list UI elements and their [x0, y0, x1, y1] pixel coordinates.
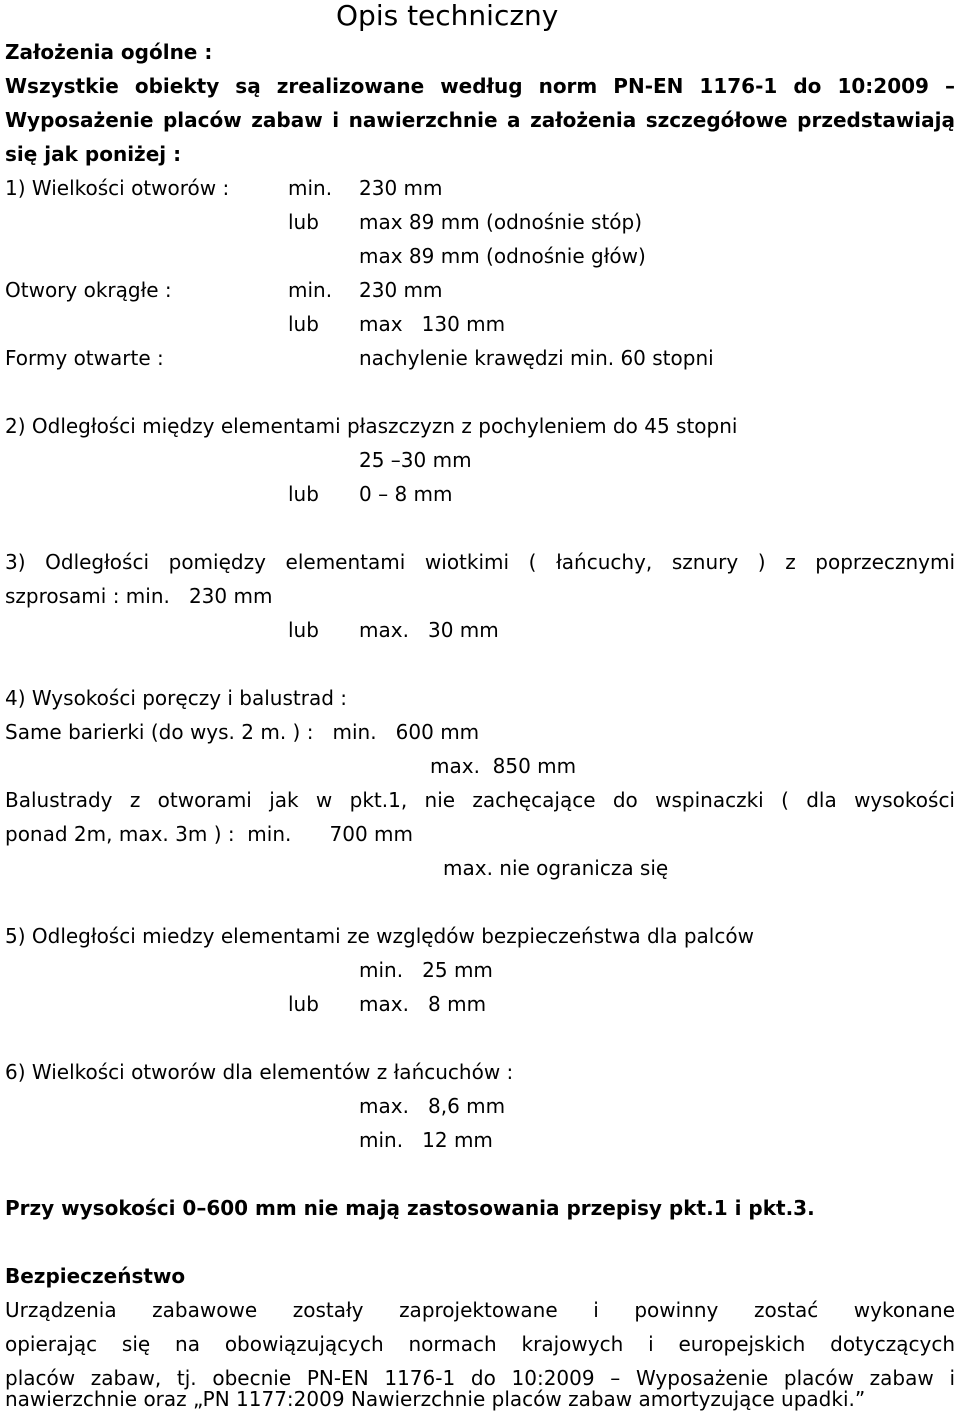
section-4-heading: 4) Wysokości poręczy i balustrad : — [5, 686, 348, 710]
safety-line-3: placów zabaw, tj. obecnie PN-EN 1176-1 do 10:2009 – Wyposażenie placów zabaw i — [5, 1366, 955, 1390]
section-5-lub: lub — [288, 992, 319, 1016]
section-5-text: 5) Odległości miedzy elementami ze względów bezpieczeństwa dla palców — [5, 924, 754, 948]
section-6-min: min. 12 mm — [359, 1128, 493, 1152]
section-1-min-value: 230 mm — [359, 176, 443, 200]
section-5-min: min. 25 mm — [359, 958, 493, 982]
section-1-min-label: min. — [288, 176, 333, 200]
section-4-balustrades-2: ponad 2m, max. 3m ) : min. 700 mm — [5, 822, 414, 846]
open-forms-label: Formy otwarte : — [5, 346, 164, 370]
round-openings-min-value: 230 mm — [359, 278, 443, 302]
section-1-max-head: max 89 mm (odnośnie głów) — [359, 244, 646, 268]
round-openings-min-label: min. — [288, 278, 333, 302]
section-4-barriers: Same barierki (do wys. 2 m. ) : min. 600 mm — [5, 720, 480, 744]
intro-line-3: się jak poniżej : — [5, 142, 182, 166]
intro-heading: Założenia ogólne : — [5, 40, 213, 64]
round-openings-max: max 130 mm — [359, 312, 506, 336]
round-openings-label: Otwory okrągłe : — [5, 278, 172, 302]
section-5-max: max. 8 mm — [359, 992, 487, 1016]
intro-line-2: Wyposażenie placów zabaw i nawierzchnie a założenia szczegółowe przedstawiają — [5, 108, 955, 132]
section-3-line-1: 3) Odległości pomiędzy elementami wiotkimi ( łańcuchy, sznury ) z poprzecznymi — [5, 550, 955, 574]
round-openings-lub: lub — [288, 312, 319, 336]
section-1-label: 1) Wielkości otworów : — [5, 176, 230, 200]
safety-line-1: Urządzenia zabawowe zostały zaprojektowane i powinny zostać wykonane — [5, 1298, 955, 1322]
section-2-text: 2) Odległości między elementami płaszczyzn z pochyleniem do 45 stopni — [5, 414, 738, 438]
section-4-balustrades-max: max. nie ogranicza się — [443, 856, 669, 880]
section-2-value-2: 0 – 8 mm — [359, 482, 453, 506]
section-1-lub: lub — [288, 210, 319, 234]
intro-line-1: Wszystkie obiekty są zrealizowane według norm PN-EN 1176-1 do 10:2009 – — [5, 74, 955, 98]
section-4-barriers-max: max. 850 mm — [430, 754, 577, 778]
section-3-lub: lub — [288, 618, 319, 642]
open-forms-value: nachylenie krawędzi min. 60 stopni — [359, 346, 714, 370]
safety-line-4: nawierzchnie oraz „PN 1177:2009 Nawierzchnie placów zabaw amortyzujące upadki.” — [5, 1387, 866, 1411]
section-3-max: max. 30 mm — [359, 618, 499, 642]
section-4-balustrades-1: Balustrady z otworami jak w pkt.1, nie zachęcające do wspinaczki ( dla wysokości — [5, 788, 955, 812]
page-title: Opis techniczny — [336, 0, 559, 32]
height-note: Przy wysokości 0–600 mm nie mają zastosowania przepisy pkt.1 i pkt.3. — [5, 1196, 815, 1220]
section-2-value-1: 25 –30 mm — [359, 448, 472, 472]
safety-line-2: opierając się na obowiązujących normach krajowych i europejskich dotyczących — [5, 1332, 955, 1356]
section-6-max: max. 8,6 mm — [359, 1094, 506, 1118]
section-3-line-2: szprosami : min. 230 mm — [5, 584, 273, 608]
section-6-text: 6) Wielkości otworów dla elementów z łańcuchów : — [5, 1060, 514, 1084]
section-1-max-feet: max 89 mm (odnośnie stóp) — [359, 210, 643, 234]
safety-heading: Bezpieczeństwo — [5, 1264, 186, 1288]
section-2-lub: lub — [288, 482, 319, 506]
